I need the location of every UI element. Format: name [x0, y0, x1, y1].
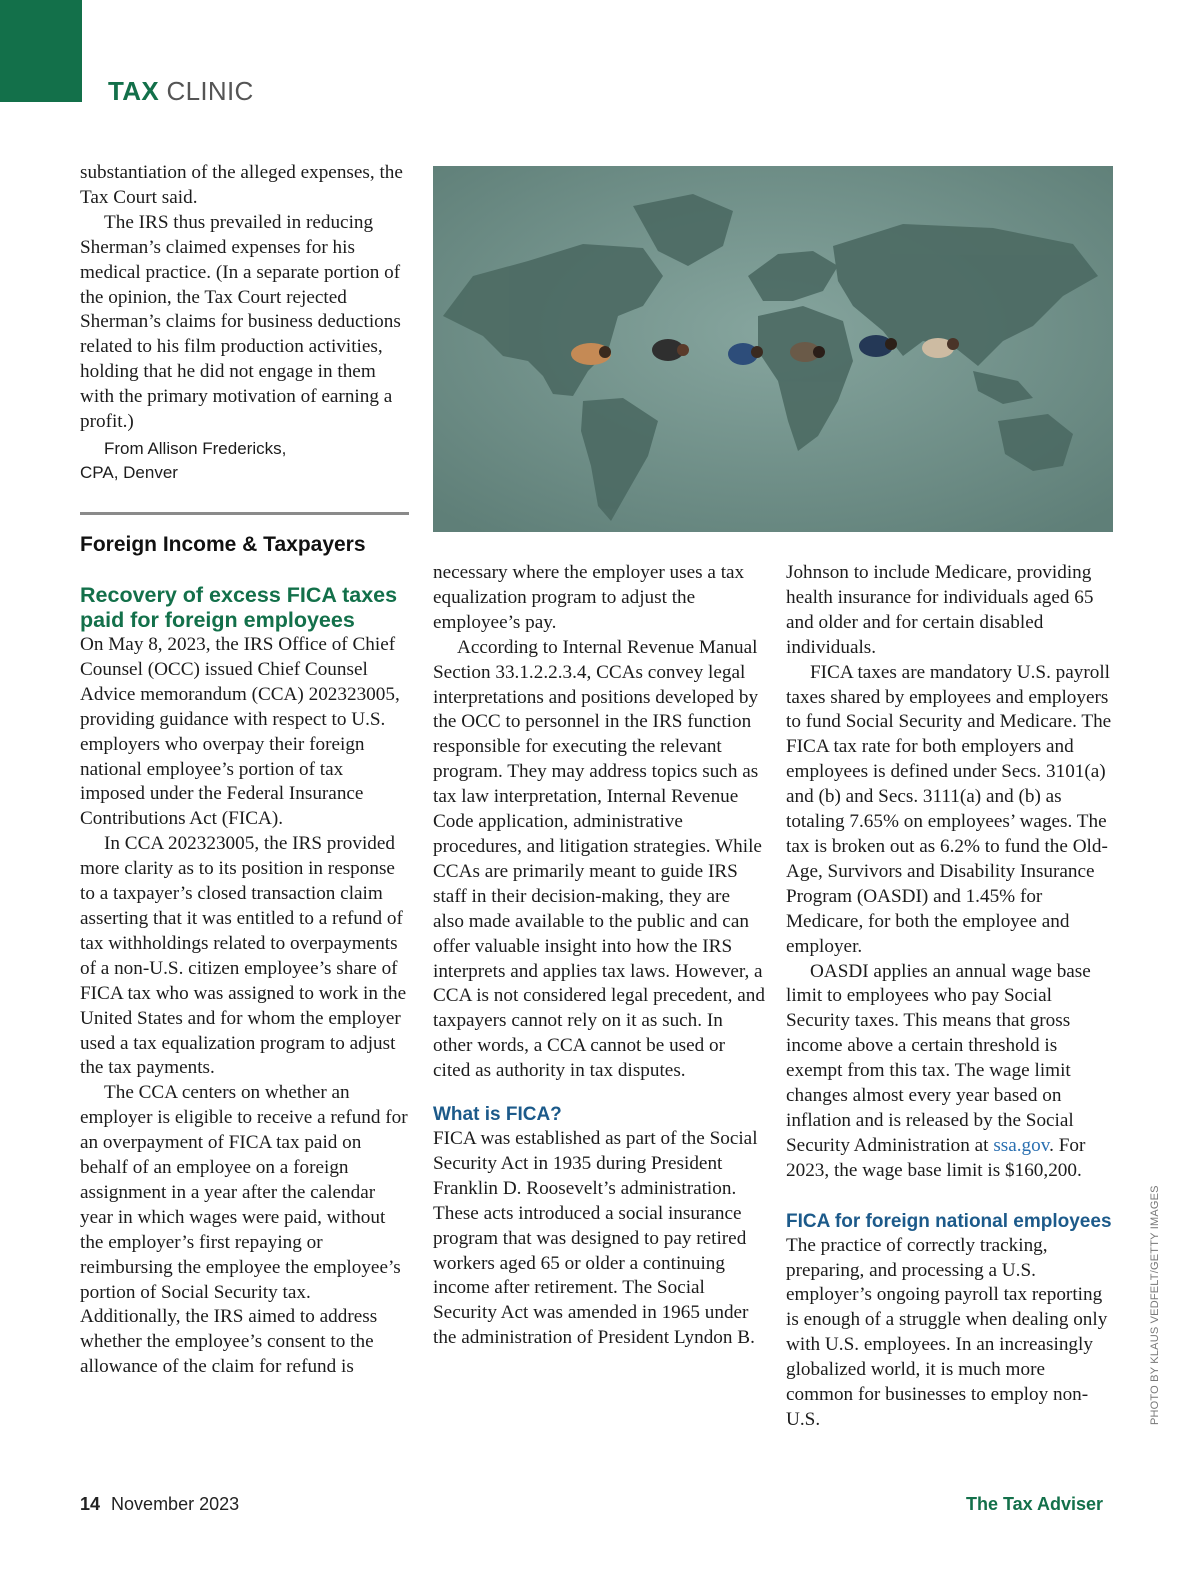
subhead-what-is-fica: What is FICA?	[433, 1104, 562, 1126]
section-divider	[80, 512, 409, 515]
section-label-strong: TAX	[108, 76, 159, 106]
ssa-gov-link[interactable]: ssa.gov	[993, 1134, 1050, 1156]
paragraph: FICA was established as part of the Social Security Act in 1935 during President Franklin D. Roosevelt’s administration. These acts introduced a social insurance program that was designed to pay retired workers aged 65 or older a continuing income after retirement. The Social Security Act was amended in 1965 under the administration of President Lyndon B.	[433, 1128, 758, 1349]
header-color-block	[0, 0, 82, 102]
page-number: 14	[80, 1494, 101, 1514]
byline-name: From Allison Fredericks,	[104, 438, 287, 458]
paragraph-text: . For 2023, the wage base limit is $160,200.	[786, 1134, 1086, 1181]
paragraph: Johnson to include Medicare, providing health insurance for individuals aged 65 and older and for certain disabled individuals.	[786, 562, 1094, 658]
paragraph	[786, 960, 1113, 1184]
article-column-3	[786, 561, 1113, 1433]
paragraph: necessary where the employer uses a tax equalization program to adjust the employee’s pay.	[433, 562, 745, 633]
photo-credit: PHOTO BY KLAUS VEDFELT/GETTY IMAGES	[1149, 1185, 1161, 1425]
paragraph: In CCA 202323005, the IRS provided more clarity as to its position in response to a taxpayer’s closed transaction claim asserting that it was entitled to a refund of tax withholdings related to overpayments of a non-U.S. citizen employee’s share of FICA tax who was assigned to work in the United States and for whom the employer used a tax equalization program to adjust the tax payments.	[80, 833, 407, 1079]
paragraph: On May 8, 2023, the IRS Office of Chief Counsel (OCC) issued Chief Counsel Advice memorandum (CCA) 202323005, providing guidance with respect to U.S. employers who overpay their foreign national employee’s portion of tax imposed under the Federal Insurance Contributions Act (FICA).	[80, 634, 400, 830]
article-headline: Recovery of excess FICA taxes paid for foreign employees	[80, 583, 398, 632]
paragraph: FICA taxes are mandatory U.S. payroll taxes shared by employees and employers to fund Social Security and Medicare. The FICA tax rate for both employers and employees is defined under Secs. 3101(a) and (b) and Secs. 3111(a) and (b) as totaling 7.65% on employees’ wages. The tax is broken out as 6.2% to fund the Old-Age, Survivors and Disability Insurance Program (OASDI) and 1.45% for Medicare, for both the employee and employer.	[786, 661, 1112, 957]
paragraph: substantiation of the alleged expenses, the Tax Court said.	[80, 162, 403, 208]
paragraph-text: OASDI applies an annual wage base limit to employees who pay Social Security taxes. This means that gross income above a certain threshold is exempt from this tax. The wage limit changes almost every year based on inflation and is released by the Social Security Administration at	[786, 960, 1091, 1156]
byline-location: CPA, Denver	[80, 462, 178, 482]
subhead-fica-foreign: FICA for foreign national employees	[786, 1210, 1112, 1232]
paragraph: The practice of correctly tracking, preparing, and processing a U.S. employer’s ongoing payroll tax reporting is enough of a struggle when dealing only with U.S. employees. In an increasingly globalized world, it is much more common for businesses to employ non-U.S.	[786, 1234, 1108, 1430]
issue-date: November 2023	[111, 1494, 240, 1514]
paragraph: According to Internal Revenue Manual Section 33.1.2.2.3.4, CCAs convey legal interpretations and positions developed by the OCC to personnel in the IRS function responsible for executing the relevant program. They may address topics such as tax law interpretation, Internal Revenue Code application, administrative procedures, and litigation strategies. While CCAs are primarily meant to guide IRS staff in their decision-making, they are also made available to the public and can offer valuable insight into how the IRS interprets and applies tax laws. However, a CCA is not considered legal precedent, and taxpayers cannot rely on it as such. In other words, a CCA cannot be used or cited as authority in tax disputes.	[433, 636, 765, 1082]
article-column-2	[433, 561, 765, 1351]
world-map-illustration	[433, 166, 1113, 532]
section-label	[108, 76, 254, 107]
section-title: Foreign Income & Taxpayers	[80, 533, 366, 556]
article-column-1	[80, 583, 409, 1380]
world-map-photo	[433, 166, 1113, 532]
publication-name: The Tax Adviser	[966, 1494, 1104, 1514]
footer-folio	[80, 1494, 239, 1515]
previous-article-continuation	[80, 161, 409, 485]
paragraph: The CCA centers on whether an employer is eligible to receive a refund for an overpayment of FICA tax paid on behalf of an employee on a foreign assignment in a year after the calendar year in which wages were paid, without the employer’s first repaying or reimbursing the employee the employee’s portion of Social Security tax. Additionally, the IRS aimed to address whether the employee’s consent to the allowance of the claim for refund is	[80, 1082, 408, 1378]
paragraph: The IRS thus prevailed in reducing Sherman’s claimed expenses for his medical practice. (In a separate portion of the opinion, the Tax Court rejected Sherman’s claims for business deductions related to his film production activities, holding that he did not engage in them with the primary motivation of earning a profit.)	[80, 211, 401, 433]
section-label-light: CLINIC	[166, 76, 254, 106]
